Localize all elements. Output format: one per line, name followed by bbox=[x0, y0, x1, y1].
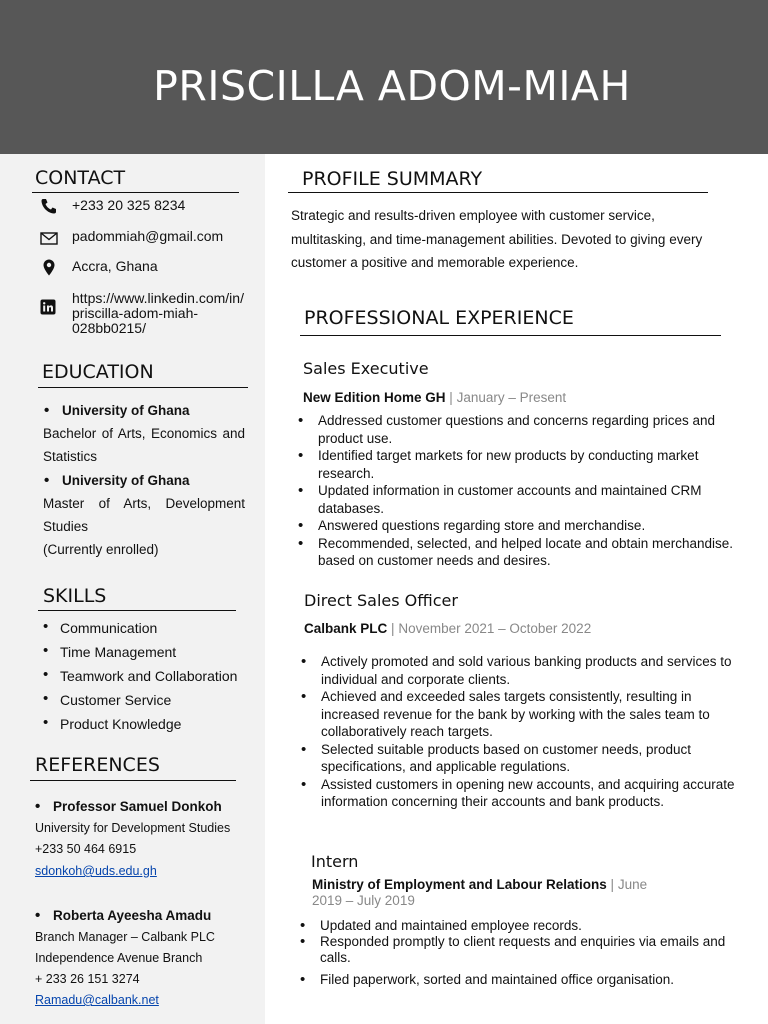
profile-summary-title: PROFILE SUMMARY bbox=[302, 168, 483, 190]
skills-divider bbox=[38, 610, 236, 611]
reference-1-email-link[interactable]: sdonkoh@uds.edu.gh bbox=[35, 864, 157, 878]
job-dates-3: June 2019 – July 2019 bbox=[312, 877, 648, 908]
duty-item: • Answered questions regarding store and merchandise. bbox=[318, 517, 748, 535]
job-separator-2: | bbox=[391, 621, 395, 636]
duty-item: • Responded promptly to client requests and enquiries via emails and calls. bbox=[320, 934, 730, 966]
duty-item: • Assisted customers in opening new accounts, and acquiring accurate information concerning their accounts and bank products. bbox=[321, 776, 751, 811]
skill-item: • Customer Service bbox=[60, 691, 237, 715]
reference-1-line-2: +233 50 464 6915 bbox=[35, 842, 137, 856]
job-company-line-2 bbox=[304, 621, 591, 636]
profile-summary-text: Strategic and results-driven employee with customer service, multitasking, and time-management abilities. Devoted to giving every customer a positive and memorable experience. bbox=[291, 208, 703, 270]
experience-divider bbox=[300, 335, 721, 336]
duty-item: • Addressed customer questions and concerns regarding prices and product use. bbox=[318, 412, 748, 447]
skill-item: • Teamwork and Collaboration bbox=[60, 667, 237, 691]
candidate-name: PRISCILLA ADOM-MIAH bbox=[153, 62, 631, 110]
contact-title: CONTACT bbox=[35, 167, 126, 189]
location-pin-icon bbox=[43, 259, 63, 277]
reference-name-1: • Professor Samuel Donkoh bbox=[53, 799, 222, 814]
job-company-2: Calbank PLC bbox=[304, 621, 388, 636]
skill-item: • Time Management bbox=[60, 643, 237, 667]
phone-number: +233 20 325 8234 bbox=[72, 197, 186, 213]
skill-item: • Product Knowledge bbox=[60, 715, 237, 739]
job-duties-2 bbox=[321, 653, 751, 811]
phone-icon bbox=[40, 198, 60, 216]
sidebar bbox=[0, 154, 265, 1024]
education-divider bbox=[38, 387, 248, 388]
duty-item: • Updated information in customer accounts and maintained CRM databases. bbox=[318, 482, 748, 517]
education-degree-1: Bachelor of Arts, Economics and Statistics bbox=[43, 426, 245, 464]
job-company-1: New Edition Home GH bbox=[303, 390, 446, 405]
education-note-2: (Currently enrolled) bbox=[43, 542, 159, 557]
experience-title: PROFESSIONAL EXPERIENCE bbox=[304, 307, 574, 329]
profile-summary-divider bbox=[288, 192, 708, 193]
job-duties-3 bbox=[320, 918, 730, 988]
reference-name-2: • Roberta Ayeesha Amadu bbox=[53, 908, 211, 923]
contact-divider bbox=[32, 192, 239, 193]
job-duties-1 bbox=[318, 412, 748, 570]
skill-item: • Communication bbox=[60, 619, 237, 643]
job-company-line-1 bbox=[303, 390, 566, 405]
envelope-icon bbox=[40, 232, 60, 250]
linkedin-icon bbox=[40, 299, 60, 317]
skills-title: SKILLS bbox=[43, 585, 107, 607]
duty-item: • Achieved and exceeded sales targets consistently, resulting in increased revenue for the bank by working with the sales team to collaboratively reach targets. bbox=[321, 688, 751, 741]
education-degree-2: Master of Arts, Development Studies bbox=[43, 496, 245, 534]
duty-item: • Filed paperwork, sorted and maintained office organisation. bbox=[320, 972, 730, 988]
job-dates-1: January – Present bbox=[456, 390, 567, 405]
reference-2-line-3: + 233 26 151 3274 bbox=[35, 972, 140, 986]
resume-header bbox=[0, 0, 768, 154]
duty-item: • Actively promoted and sold various banking products and services to individual and corporate clients. bbox=[321, 653, 751, 688]
job-title-3: Intern bbox=[311, 852, 359, 871]
location-text: Accra, Ghana bbox=[72, 258, 158, 274]
job-separator-3: | bbox=[610, 877, 615, 892]
reference-2-line-2: Independence Avenue Branch bbox=[35, 951, 203, 965]
reference-1-line-1: University for Development Studies bbox=[35, 821, 231, 835]
education-school-1: • University of Ghana bbox=[62, 403, 190, 418]
duty-item: • Identified target markets for new products by conducting market research. bbox=[318, 447, 748, 482]
references-divider bbox=[30, 780, 236, 781]
references-title: REFERENCES bbox=[35, 754, 160, 776]
job-title-2: Direct Sales Officer bbox=[304, 591, 458, 610]
education-school-2: • University of Ghana bbox=[62, 473, 190, 488]
skills-list bbox=[60, 619, 237, 739]
email-address: padommiah@gmail.com bbox=[72, 228, 224, 244]
job-dates-2: November 2021 – October 2022 bbox=[398, 621, 592, 636]
main-column bbox=[265, 154, 768, 1024]
job-title-1: Sales Executive bbox=[303, 359, 429, 378]
duty-item: • Selected suitable products based on customer needs, product specifications, and applicable regulations. bbox=[321, 741, 751, 776]
linkedin-url[interactable]: https://www.linkedin.com/in/ priscilla-adom-miah- 028bb0215/ bbox=[72, 290, 244, 336]
education-title: EDUCATION bbox=[42, 361, 154, 383]
reference-2-line-1: Branch Manager – Calbank PLC bbox=[35, 930, 215, 944]
duty-item: • Recommended, selected, and helped locate and obtain merchandise. based on customer needs and desires. bbox=[318, 535, 748, 570]
job-company-line-3 bbox=[312, 877, 672, 909]
reference-2-email-link[interactable]: Ramadu@calbank.net bbox=[35, 993, 159, 1007]
duty-item: • Updated and maintained employee records. bbox=[320, 918, 730, 934]
job-separator-1: | bbox=[449, 390, 453, 405]
job-company-3: Ministry of Employment and Labour Relations bbox=[312, 877, 607, 892]
